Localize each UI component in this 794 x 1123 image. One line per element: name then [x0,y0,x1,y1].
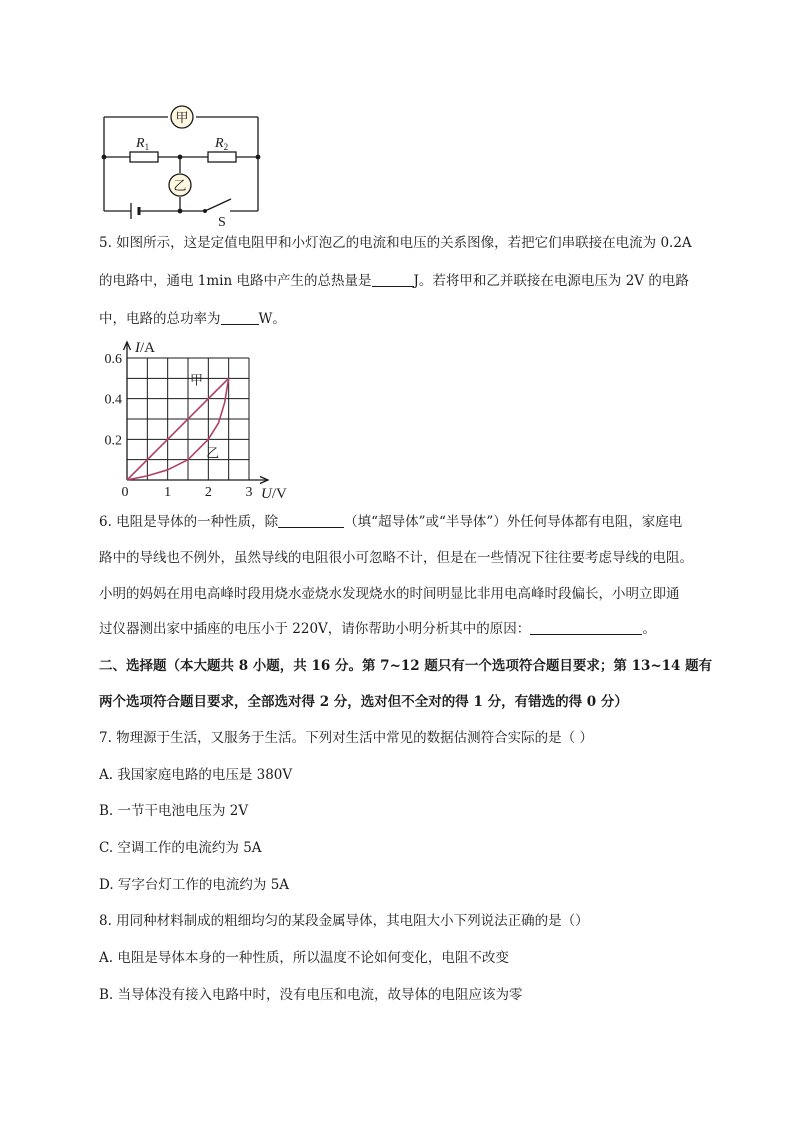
q5-blank-heat[interactable] [372,272,414,287]
lamp-jia-label: 甲 [175,110,189,125]
q6-line4-text-b: 。 [642,621,656,637]
iu-chart [95,337,305,507]
q7-option-d[interactable]: D. 写字台灯工作的电流约为 5A [99,877,290,893]
q5-line2-text-b: J。若将甲和乙并联接在电源电压为 2V 的电路 [413,273,689,289]
q6-line1-text-b: （填“超导体”或“半导体”）外任何导体都有电阻，家庭电 [344,514,683,530]
x-tick-label: 3 [245,485,253,500]
r2-label: $R_2$ [215,136,229,152]
x-axis-label: U/V [261,486,287,502]
switch-icon [205,199,231,211]
q6-line2: 路中的导线也不例外，虽然导线的电阻很小可忽略不计，但是在一些情况下往往要考虑导线的电阻。 [99,550,693,566]
lamp-yi [169,174,191,196]
q5-line3-text-a: 中，电路的总功率为 [99,311,221,327]
q5-line3-text-b: W。 [258,311,286,327]
x-tick-label: 2 [204,485,212,500]
q5-line1: 5. 如图所示，这是定值电阻甲和小灯泡乙的电流和电压的关系图像，若把它们串联接在电流为 0.2A [99,235,692,251]
resistor-r2 [208,152,236,162]
q6-line1 [99,513,682,531]
switch-label: S [218,215,226,230]
circuit-diagram [95,100,270,230]
q7-option-b[interactable]: B. 一节干电池电压为 2V [99,803,249,819]
y-axis-label: I/A [135,340,155,356]
lamp-yi-label: 乙 [173,178,187,193]
x-tick-label: 0 [121,485,129,500]
q7-option-a[interactable]: A. 我国家庭电路的电压是 380V [99,767,293,783]
y-tick-label: 0.2 [104,433,122,449]
y-tick-label: 0.6 [104,352,122,367]
q7-stem: 7. 物理源于生活，又服务于生活。下列对生活中常见的数据估测符合实际的是（ ） [99,730,593,746]
chart-labels [105,340,288,502]
lamp-jia [171,106,193,128]
section2-heading-line1: 二、选择题（本大题共 8 小题，共 16 分。第 7~12 题只有一个选项符合题目要求；第 13~14 题有 [99,658,713,674]
q5-line2 [99,272,689,290]
q8-option-b[interactable]: B. 当导体没有接入电路中时，没有电压和电流，故导体的电阻应该为零 [99,987,523,1003]
q5-blank-power[interactable] [221,310,259,325]
q6-line3: 小明的妈妈在用电高峰时段用烧水壶烧水发现烧水的时间明显比非用电高峰时段偏长，小明立即通 [99,586,680,602]
q6-line4 [99,620,656,638]
q7-option-c[interactable]: C. 空调工作的电流约为 5A [99,840,262,856]
series-label-yi: 乙 [206,445,220,461]
x-tick-label: 1 [164,485,172,500]
q6-blank-material[interactable] [278,513,344,528]
battery-icon [131,203,139,219]
r1-label: $R_1$ [136,136,150,152]
q6-line1-text-a: 6. 电阻是导体的一种性质，除 [99,514,279,530]
q6-line4-text-a: 过仪器测出家中插座的电压小于 220V，请你帮助小明分析其中的原因： [99,621,531,637]
resistor-r1 [130,152,158,162]
section2-heading-line2: 两个选项符合题目要求，全部选对得 2 分，选对但不全对的得 1 分，有错选的得 0 分） [99,694,628,710]
y-tick-label: 0.4 [104,392,122,408]
q8-option-a[interactable]: A. 电阻是导体本身的一种性质，所以温度不论如何变化，电阻不改变 [99,950,509,966]
q8-stem: 8. 用同种材料制成的粗细均匀的某段金属导体，其电阻大小下列说法正确的是（） [99,913,589,929]
chart-series [127,378,229,480]
series-label-jia: 甲 [190,372,204,388]
q5-line3 [99,310,286,328]
q5-line2-text-a: 的电路中，通电 1min 电路中产生的总热量是 [99,273,372,289]
q6-blank-reason[interactable] [530,620,642,635]
